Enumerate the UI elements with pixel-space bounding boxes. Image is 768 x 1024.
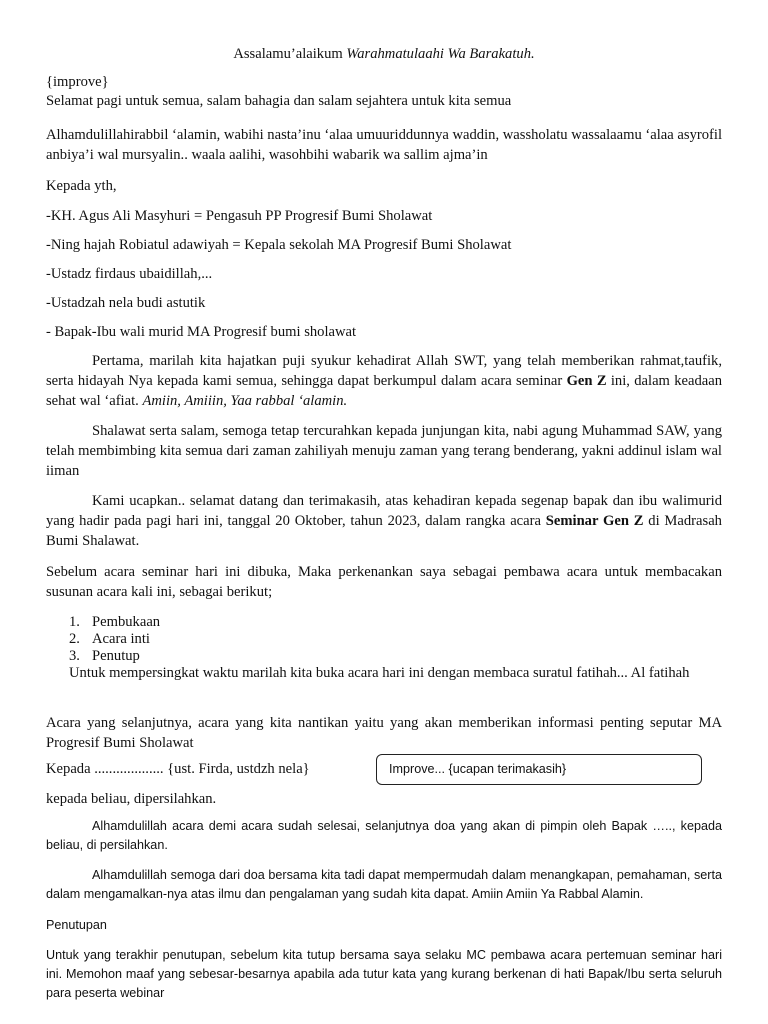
paragraph-sebelum: Sebelum acara seminar hari ini dibuka, Maka perkenankan saya sebagai pembawa acara untuk membacakan susunan acara kali ini, sebagai berikut;	[46, 564, 722, 600]
greeting-title-plain: Assalamu’alaikum	[233, 46, 347, 62]
agenda-item: 2. Acara inti	[69, 631, 150, 647]
paragraph-penutupan: Untuk yang terakhir penutupan, sebelum kita tutup bersama saya selaku MC pembawa acara pertemuan seminar hari ini. Memohon maaf yang sebesar-besarnya apabila ada tutur kata yang kurang berkenan di hati Bapak/Ibu serta seluruh para peserta webinar	[46, 948, 722, 1000]
penutupan-heading: Penutupan	[46, 918, 107, 932]
addressee-item: -Ustadz firdaus ubaidillah,...	[46, 266, 213, 282]
dipersilahkan-line: kepada beliau, dipersilahkan.	[46, 791, 217, 807]
paragraph-pertama: Pertama, marilah kita hajatkan puji syukur kehadirat Allah SWT, yang telah memberikan rahmat,taufik, serta hidayah Nya kepada kami semua, sehingga dapat berkumpul dalam acara seminar Gen Z ini, dalam keadaan sehat wal ‘afiat. Amiin, Amiiin, Yaa rabbal ‘alamin.	[46, 353, 723, 409]
paragraph-shalawat: Shalawat serta salam, semoga tetap tercurahkan kepada junjungan kita, nabi agung Muhammad SAW, yang telah membimbing kita semua dari zaman zahiliyah menuju zaman yang terang benderang, yakni addinul islam wal iiman	[46, 423, 722, 479]
addressee-item: -KH. Agus Ali Masyhuri = Pengasuh PP Progresif Bumi Sholawat	[46, 208, 433, 224]
hamdalah-paragraph: Alhamdulillahirabbil ‘alamin, wabihi nasta’inu ‘alaa umuuriddunnya waddin, wassholatu wassalaamu ‘alaa asyrofil anbiya’i wal mursyalin.. waala aalihi, wasohbihi wabarik wa sallim ajma’in	[46, 127, 722, 163]
paragraph-doa: Alhamdulillah acara demi acara sudah selesai, selanjutnya doa yang akan di pimpin oleh Bapak ….., kepada beliau, di persilahkan.	[46, 819, 722, 852]
opening-line: Selamat pagi untuk semua, salam bahagia dan salam sejahtera untuk kita semua	[46, 93, 512, 109]
improve-tag: {improve}	[46, 74, 109, 90]
agenda-item: 1. Pembukaan	[69, 614, 161, 630]
improve-comment-box: Improve... {ucapan terimakasih}	[376, 754, 702, 785]
addressee-item: -Ning hajah Robiatul adawiyah = Kepala sekolah MA Progresif Bumi Sholawat	[46, 237, 512, 253]
addressee-intro: Kepada yth,	[46, 178, 117, 194]
kepada-line: Kepada ................... {ust. Firda, ustdzh nela}	[46, 761, 310, 777]
addressee-item: -Ustadzah nela budi astutik	[46, 295, 206, 311]
agenda-item: 3. Penutup	[69, 648, 140, 664]
paragraph-ucapkan: Kami ucapkan.. selamat datang dan terimakasih, atas kehadiran kepada segenap bapak dan ibu walimurid yang hadir pada pagi hari ini, tanggal 20 Oktober, tahun 2023, dalam rangka acara Seminar Gen Z di Madrasah Bumi Shalawat.	[46, 493, 722, 549]
greeting-title-italic: Warahmatulaahi Wa Barakatuh.	[346, 46, 535, 62]
paragraph-fatihah: Untuk mempersingkat waktu marilah kita buka acara hari ini dengan membaca suratul fatihah... Al fatihah	[69, 665, 690, 681]
addressee-item: - Bapak-Ibu wali murid MA Progresif bumi sholawat	[46, 324, 357, 340]
greeting-title	[46, 44, 722, 64]
paragraph-selanjutnya: Acara yang selanjutnya, acara yang kita nantikan yaitu yang akan memberikan informasi penting seputar MA Progresif Bumi Sholawat	[46, 715, 722, 751]
paragraph-semoga: Alhamdulillah semoga dari doa bersama kita tadi dapat mempermudah dalam menangkapan, pemahaman, serta dalam mengamalkan-nya atas ilmu dan pengalaman yang sudah kita dapat. Amiin Amiin Ya Rabbal Alamin.	[46, 868, 722, 901]
